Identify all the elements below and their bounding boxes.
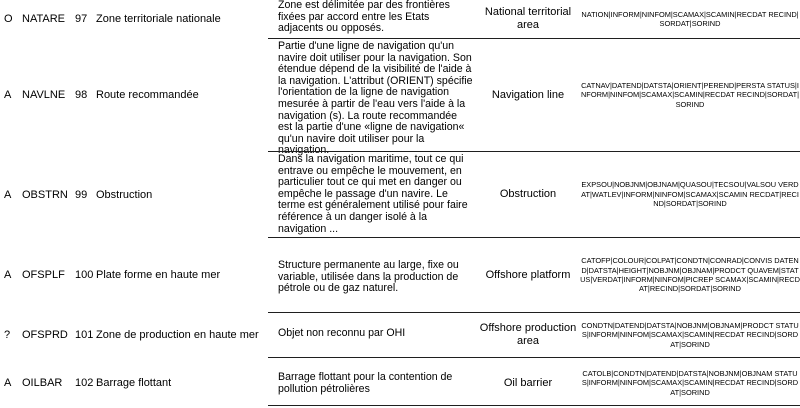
row-flag: O xyxy=(4,13,13,25)
table-row xyxy=(0,152,800,237)
english-name: National territorial area xyxy=(484,6,572,31)
english-name: Offshore production area xyxy=(479,322,577,347)
english-name: Oil barrier xyxy=(503,376,553,389)
french-name: Plate forme en haute mer xyxy=(96,269,221,281)
english-name: Obstruction xyxy=(499,188,557,200)
object-number: 99 xyxy=(75,188,88,201)
row-flag: A xyxy=(4,188,12,201)
french-name: Zone territoriale nationale xyxy=(96,13,221,25)
row-flag: A xyxy=(4,269,12,281)
french-name: Zone de production en haute mer xyxy=(96,329,259,341)
row-flag: A xyxy=(4,377,12,389)
english-name: Offshore platform xyxy=(485,268,571,281)
object-number: 101 xyxy=(75,329,94,341)
object-number: 98 xyxy=(75,89,88,101)
object-number: 102 xyxy=(75,377,94,389)
table-row xyxy=(0,0,800,38)
description: Partie d'une ligne de navigation qu'un navire doit utiliser pour la navigation. Son étendue dépend de la visibilité de l'aide à la navigation. L'attribut (ORIENT) spécifie l'orientation de la ligne de navigation mesurée à partir de l'eau vers l'aide à la navigation (s). La route recommandée est la partie d'une «ligne de navigation« qu'un navire doit utiliser pour la xyxy=(278,40,473,145)
object-number: 100 xyxy=(75,269,94,281)
attribute-list: CONDTN|DATEND|DATSTA|NOBJNM|OBJNAM|PRODCT STATUS|INFORM|NINFOM|SCAMAX|SCAMIN|RECDAT RECIND|SORDAT|SORIND xyxy=(581,320,799,349)
row-divider xyxy=(268,405,800,406)
table-row xyxy=(0,39,800,151)
attribute-list: EXPSOU|NOBJNM|OBJNAM|QUASOU|TECSOU|VALSOU VERDAT|WATLEV|INFORM|NINFOM|SCAMAX|SCAMIN RECDAT|RECIND|SORDAT|SORIND xyxy=(581,180,799,209)
english-name: Navigation line xyxy=(491,88,565,101)
table-row xyxy=(0,238,800,312)
attribute-list: CATNAV|DATEND|DATSTA|ORIENT|PEREND|PERSTA STATUS|INFORM|NINFOM|SCAMAX|SCAMIN|RECDAT RECIND|SORDAT|SORIND xyxy=(580,80,800,109)
description: Structure permanente au large, fixe ou variable, utilisée dans la production de pétrole ou de gaz naturel. xyxy=(278,259,459,295)
french-name: Barrage flottant xyxy=(96,377,172,389)
object-number: 97 xyxy=(75,13,88,25)
attribute-list: NATION|INFORM|NINFOM|SCAMAX|SCAMIN|RECDAT RECIND|SORDAT|SORIND xyxy=(581,9,799,28)
object-code: OFSPRD xyxy=(22,329,68,341)
description: Zone est délimitée par des frontières fixées par accord entre les Etats adjacents ou opposés. xyxy=(278,0,450,35)
object-code: OBSTRN xyxy=(22,188,68,201)
object-code: NATARE xyxy=(22,13,65,25)
french-name: Obstruction xyxy=(96,188,153,201)
table-row xyxy=(0,358,800,408)
table-row xyxy=(0,313,800,357)
description: Objet non reconnu par OHI xyxy=(278,327,406,339)
object-code: OFSPLF xyxy=(22,269,65,281)
french-name: Route recommandée xyxy=(96,89,199,101)
description: Dans la navigation maritime, tout ce qui entrave ou empêche le mouvement, en particulier tout ce qui met en danger ou empêche le passage d'un navire. Le terme est généralement utilisé pour faire référence à un danger isolé à la navigation ... xyxy=(278,153,468,235)
object-code: NAVLNE xyxy=(22,89,66,101)
description: Barrage flottant pour la contention de pollution pétrolières xyxy=(278,371,453,395)
attribute-list: CATOLB|CONDTN|DATEND|DATSTA|NOBJNM|OBJNAM STATUS|INFORM|NINFOM|SCAMAX|SCAMIN|RECDAT RECIND|SORDAT|SORIND xyxy=(581,368,799,397)
row-flag: ? xyxy=(4,329,11,341)
row-flag: A xyxy=(4,89,12,101)
attribute-list: CATOFP|COLOUR|COLPAT|CONDTN|CONRAD|CONVIS DATEND|DATSTA|HEIGHT|NOBJNM|OBJNAM|PRODCT QUAVEM|STATUS|VERDAT|INFORM|NINFOM|PICREP SCAMAX|SCAMIN|RECDAT|RECIND|SORDAT|SORIND xyxy=(580,256,800,294)
object-code: OILBAR xyxy=(22,377,63,389)
